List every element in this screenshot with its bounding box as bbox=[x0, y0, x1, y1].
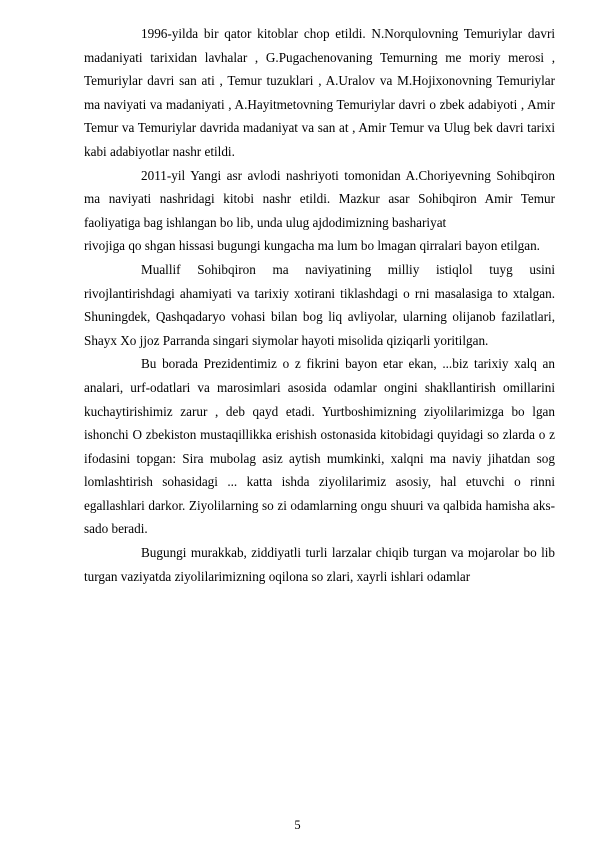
page-number: 5 bbox=[294, 818, 301, 832]
paragraph-4: Bu borada Prezidentimiz o z fikrini bayon etar ekan, ...biz tarixiy xalq an analari, urf-odatlari va marosimlari asosida odamlar ongini shakllantirish omillarini kuchaytirishimiz zarur , deb qayd etadi. Yurtboshimizning ziyolilarimizga bo lgan ishonchi O zbekiston mustaqillikka erishish ostonasida kitobidagi quyidagi so zlarda o z ifodasini topgan: Sira mubolag asiz aytish mumkinki, xalqni ma naviy jihatdan sog lomlashtirish sohasidagi ... katta ishda ziyolilarimiz asosiy, hal etuvchi o rinni egallashlari darkor. Ziyolilarning so zi odamlarning ongu shuuri va qalbida hamisha aks-sado beradi. bbox=[84, 356, 555, 537]
paragraph-2-continued: rivojiga qo shgan hissasi bugungi kungacha ma lum bo lmagan qirralari bayon etilgan. bbox=[84, 238, 540, 254]
paragraph-1: 1996-yilda bir qator kitoblar chop etildi. N.Norqulovning Temuriylar davri madaniyati tarixidan lavhalar , G.Pugachenovaning Temurning me moriy merosi , Temuriylar davri san ati , Temur tuzuklari , A.Uralov va M.Hojixonovning Temuriylar ma naviyati va madaniyati , A.Hayitmetovning Temuriylar davri o zbek adabiyoti , Amir Temur va Temuriylar davrida madaniyat va san at , Amir Temur va Ulug bek davri tarixi kabi adabiyotlar nashr etildi. bbox=[84, 26, 555, 159]
paragraph-2: 2011-yil Yangi asr avlodi nashriyoti tomonidan A.Choriyevning Sohibqiron ma naviyati nashridagi kitobi nashr etildi. Mazkur asar Sohibqiron Amir Temur faoliyatiga bag ishlangan bo lib, unda ulug ajdodimizning bashariyat bbox=[84, 167, 555, 230]
paragraph-5: Bugungi murakkab, ziddiyatli turli larzalar chiqib turgan va mojarolar bo lib turgan vaziyatda ziyolilarimizning oqilona so zlari, xayrli ishlari odamlar bbox=[84, 545, 555, 584]
paragraph-3: Muallif Sohibqiron ma naviyatining milliy istiqlol tuyg usini rivojlantirishdagi ahamiyati va tarixiy xotirani tiklashdagi o rni masalasiga to xtalgan. Shuningdek, Qashqadaryo vohasi bilan bog liq avliyolar, ularning olijanob fazilatlari, Shayx Xo jjoz Parranda singari siymolar hayoti misolida qiziqarli yoritilgan. bbox=[84, 261, 555, 348]
body-text bbox=[84, 22, 555, 588]
